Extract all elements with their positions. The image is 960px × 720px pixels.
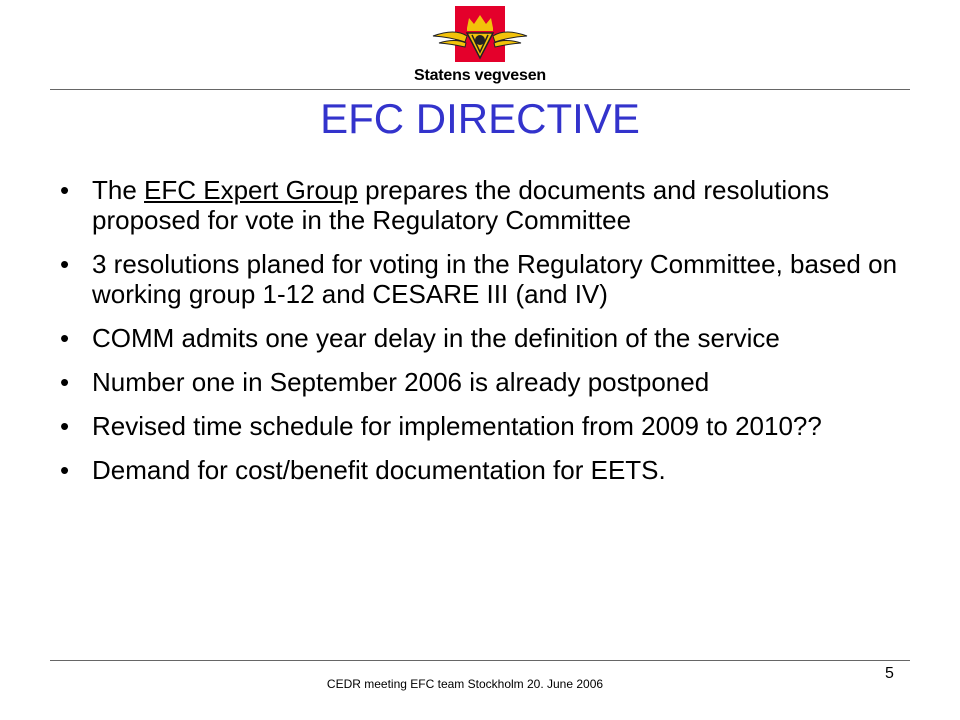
page-number: 5 — [885, 665, 894, 682]
bullet-item — [60, 175, 900, 235]
bullet-marker: • — [60, 249, 70, 279]
bullet-text: The — [92, 175, 145, 205]
efc-expert-group-link[interactable]: EFC Expert Group — [144, 175, 358, 205]
footer-text: CEDR meeting EFC team Stockholm 20. June 2006 — [326, 677, 604, 691]
bullet-text: Demand for cost/benefit documentation for EETS. — [92, 455, 666, 485]
statens-vegvesen-logo — [405, 6, 555, 88]
bullet-marker: • — [60, 175, 70, 205]
slide-title: EFC DIRECTIVE — [320, 95, 640, 142]
bullet-text: prepares the documents and resolutions proposed for vote in the Regulatory Committee — [92, 175, 830, 235]
bullet-marker: • — [60, 455, 70, 485]
footer-divider — [50, 660, 910, 661]
bullet-marker: • — [60, 411, 70, 441]
bullet-marker: • — [60, 367, 70, 397]
bullet-list — [60, 175, 900, 499]
bullet-item — [60, 249, 900, 309]
bullet-item — [60, 455, 900, 485]
bullet-text: Number one in September 2006 is already postponed — [92, 367, 710, 397]
header-divider — [50, 89, 910, 90]
bullet-item — [60, 411, 900, 441]
bullet-marker: • — [60, 323, 70, 353]
bullet-text: COMM admits one year delay in the definition of the service — [92, 323, 780, 353]
logo-text: Statens vegvesen — [414, 67, 546, 84]
bullet-text: Revised time schedule for implementation from 2009 to 2010?? — [92, 411, 822, 441]
bullet-item — [60, 367, 900, 397]
logo-emblem-icon — [425, 6, 535, 66]
bullet-text: 3 resolutions planed for voting in the Regulatory Committee, based on working group 1-12 and CESARE III (and IV) — [92, 249, 898, 309]
bullet-item — [60, 323, 900, 353]
